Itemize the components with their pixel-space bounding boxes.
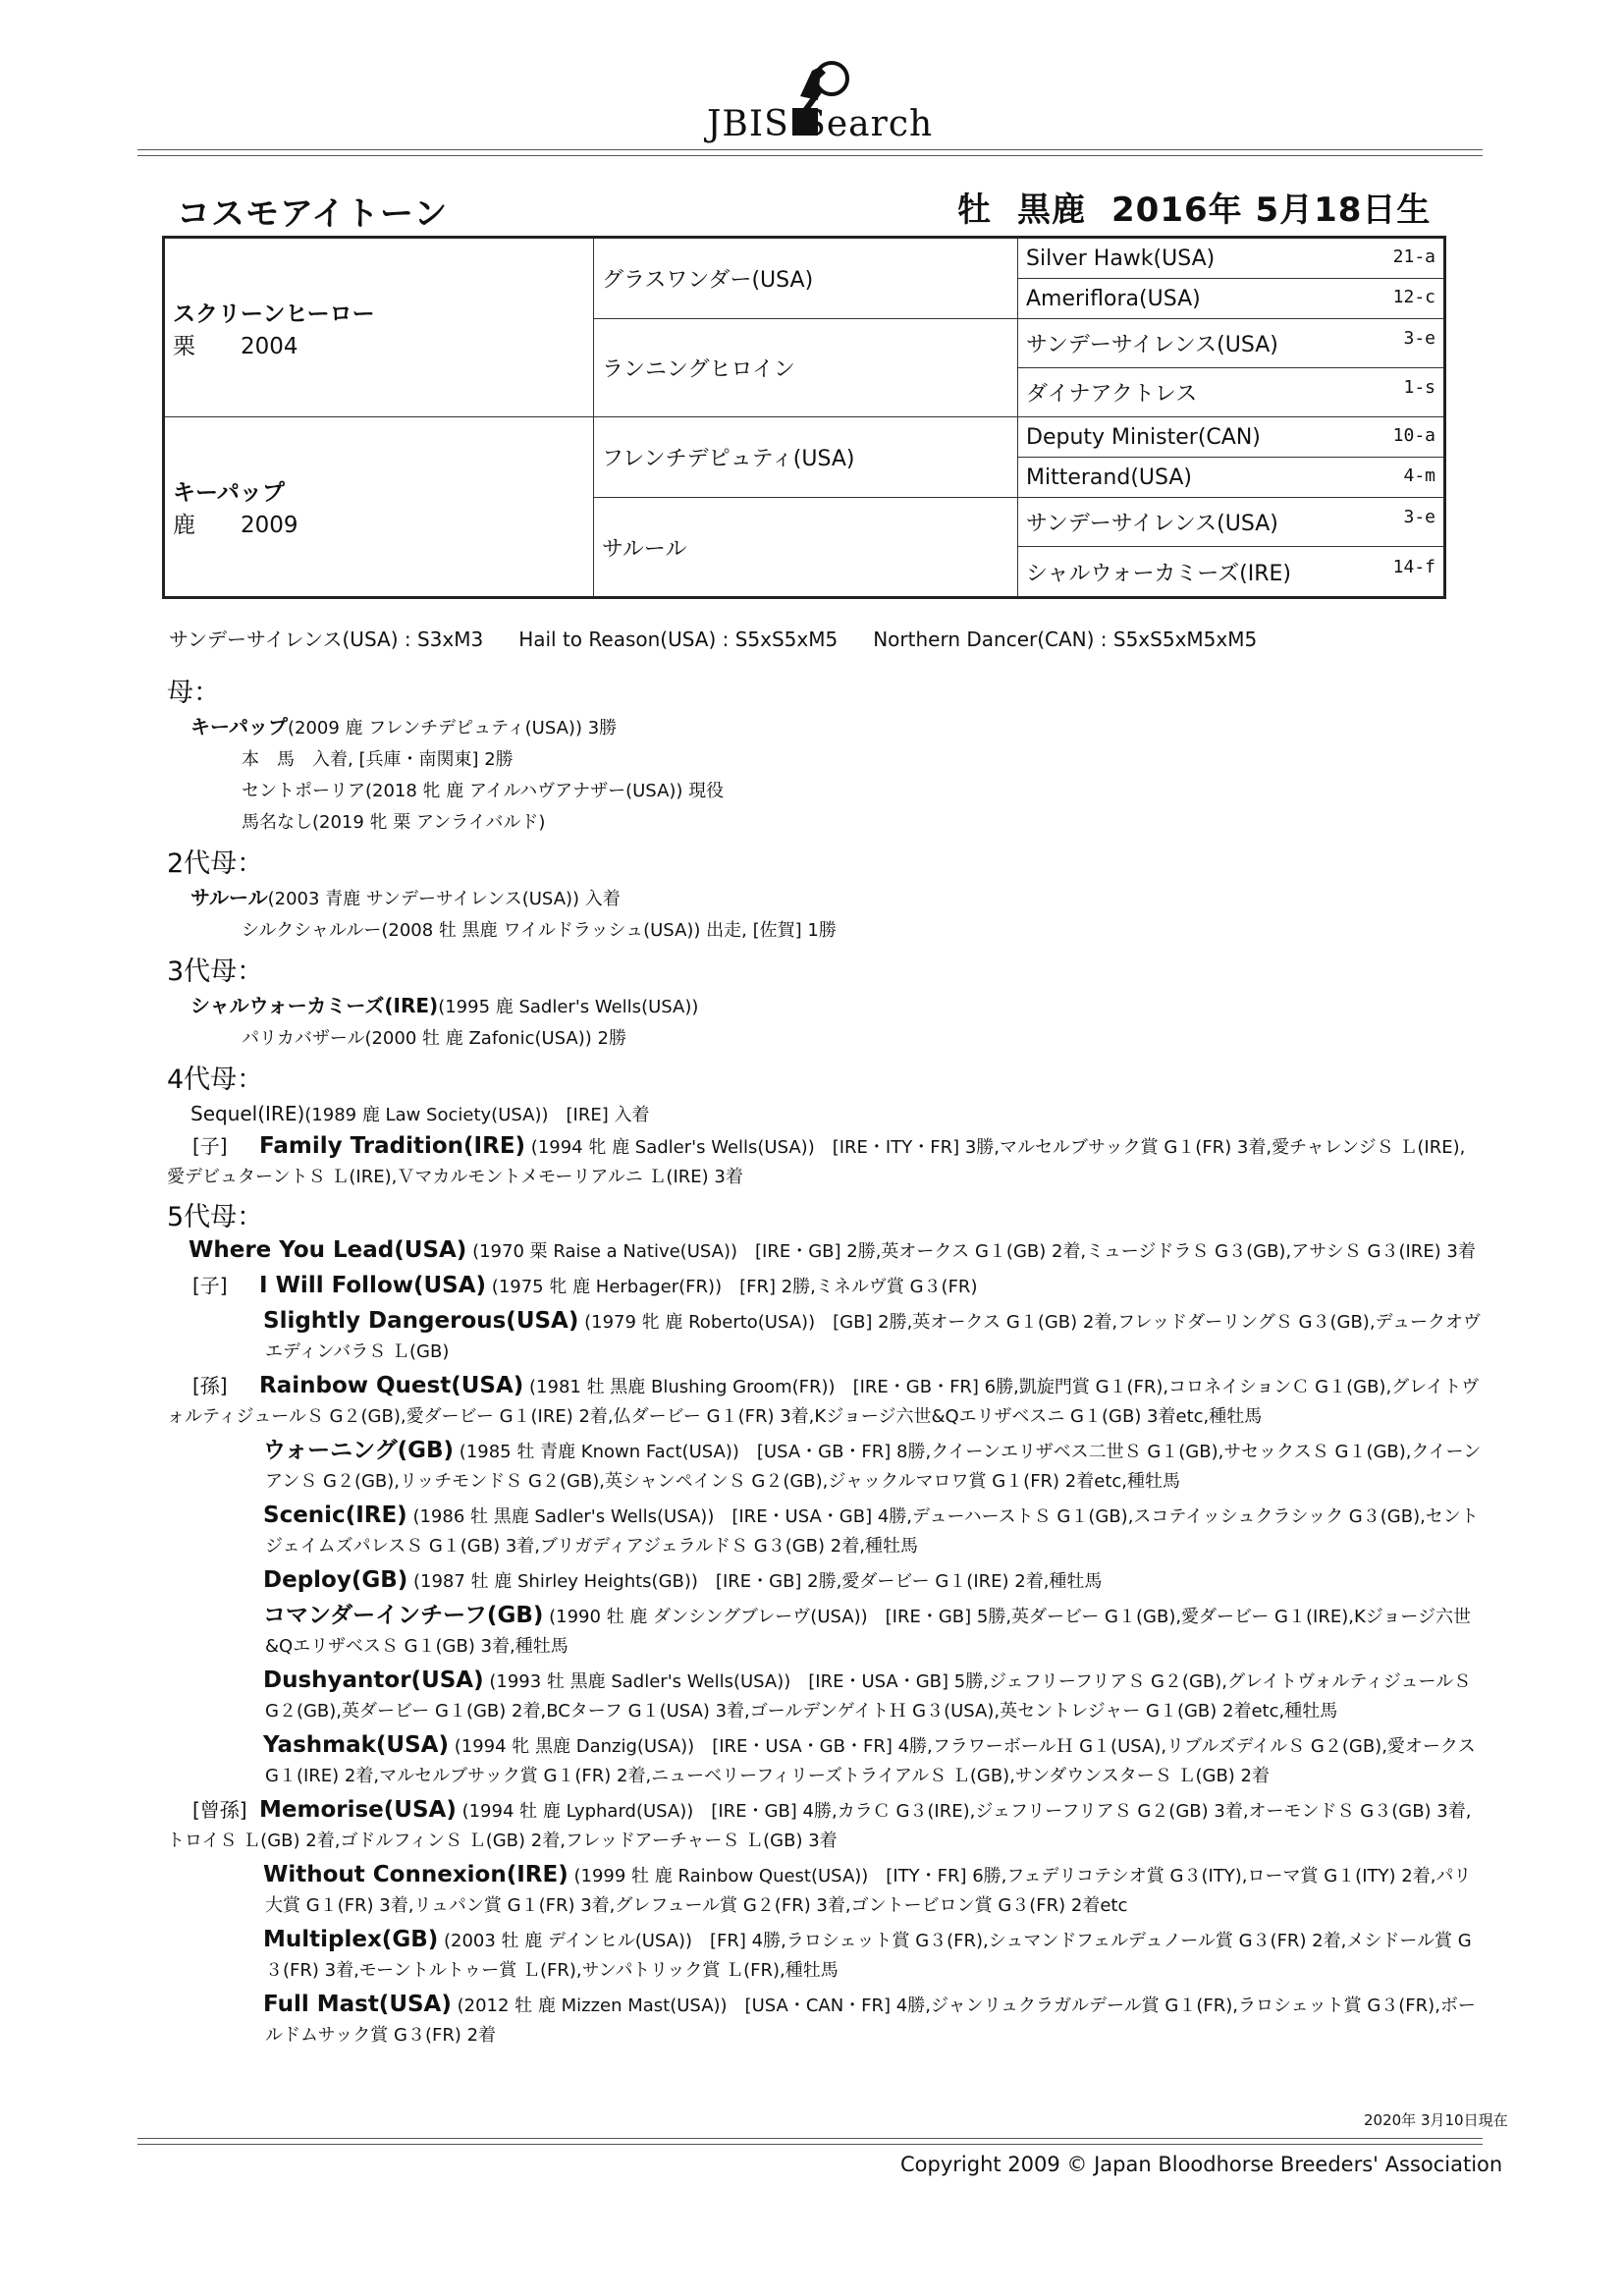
- heading-3rd-dam: 3代母：: [167, 957, 264, 987]
- header-rule: [137, 149, 1483, 150]
- list-item: [孫] Rainbow Quest(USA) (1981 牡 黒鹿 Blushing Groom(FR)) [IRE・GB・FR] 6勝,凱旋門賞 G１(FR),コロネイションＣ G１(GB),グレイトヴォルティジュールＳ G２(GB),愛ダービー G１(IRE) 2着,仏ダービー G１(FR) 3着,Kジョージ六世&Qエリザベスニ G１(GB) 3着etc,種牡馬: [167, 1373, 1480, 1427]
- list-item: Slightly Dangerous(USA) (1979 牝 鹿 Roberto(USA)) [GB] 2勝,英オークス G１(GB) 2着,フレッドダーリングＳ G３(GB),デュークオヴエディンバラＳ Ｌ(GB): [263, 1308, 1481, 1362]
- jbis-logo: [687, 57, 943, 147]
- list-item: セントポーリア(2018 牝 鹿 アイルハヴアナザー(USA)) 現役: [242, 781, 725, 801]
- list-item: コマンダーインチーフ(GB) (1990 牡 鹿 ダンシングブレーヴ(USA)) [IRE・GB] 5勝,英ダービー G１(GB),愛ダービー G１(IRE),Kジョージ六世&QエリザベスＳ G１(GB) 3着,種牡馬: [263, 1603, 1472, 1657]
- list-item: Multiplex(GB) (2003 牡 鹿 デインヒル(USA)) [FR] 4勝,ラロシェット賞 G３(FR),シュマンドフェルデュノール賞 G３(FR) 2着,メシドール賞 G３(FR) 3着,モーントルトゥー賞 Ｌ(FR),サンパトリック賞 Ｌ(FR),種牡馬: [263, 1927, 1472, 1981]
- heading-4th-dam: 4代母：: [167, 1065, 264, 1095]
- dam-cell: [164, 417, 594, 598]
- footer-rule: [137, 2144, 1483, 2145]
- pedigree-gen3: Deputy Minister(CAN) 10-a: [1018, 417, 1445, 458]
- horse-sex: 牡: [957, 191, 992, 230]
- list-item: 本 馬 入着, [兵庫・南関東] 2勝: [242, 749, 514, 770]
- pedigree-gen3: シャルウォーカミーズ(IRE) 14-f: [1018, 547, 1445, 598]
- as-of-date: 2020年 3月10日現在: [1364, 2111, 1508, 2129]
- inbreeding-line: [169, 624, 1292, 652]
- list-item: シルクシャルルー(2008 牡 黒鹿 ワイルドラッシュ(USA)) 出走, [佐賀] 1勝: [242, 920, 837, 941]
- dam-entry: Sequel(IRE)(1989 鹿 Law Society(USA)) [IRE] 入着: [190, 1102, 650, 1125]
- list-item: Dushyantor(USA) (1993 牡 黒鹿 Sadler's Wells(USA)) [IRE・USA・GB] 5勝,ジェフリーフリアＳ G２(GB),グレイトヴォルティジュールＳ G２(GB),英ダービー G１(GB) 2着,BCターフ G１(USA) 3着,ゴールデンゲイトＨ G３(USA),英セントレジャー G１(GB) 2着etc,種牡馬: [263, 1667, 1472, 1722]
- list-item: Scenic(IRE) (1986 牡 黒鹿 Sadler's Wells(USA)) [IRE・USA・GB] 4勝,デューハーストＳ G１(GB),スコテイッシュクラシック G３(GB),セントジェイムズパレスＳ G１(GB) 3着,ブリガディアジェラルドＳ G３(GB) 2着,種牡馬: [263, 1503, 1479, 1557]
- sire-year: 2004: [241, 333, 298, 359]
- dam-entry: シャルウォーカミーズ(IRE)(1995 鹿 Sadler's Wells(USA)): [190, 994, 699, 1017]
- copyright: Copyright 2009 © Japan Bloodhorse Breeders' Association: [900, 2153, 1503, 2176]
- pedigree-gen2: フレンチデピュティ(USA): [594, 417, 1018, 498]
- heading-5th-dam: 5代母：: [167, 1202, 264, 1232]
- horse-info: [957, 183, 1431, 231]
- dam-entry: キーパップ(2009 鹿 フレンチデピュティ(USA)) 3勝: [190, 715, 618, 738]
- list-item: Full Mast(USA) (2012 牡 鹿 Mizzen Mast(USA)) [USA・CAN・FR] 4勝,ジャンリュクラガルデール賞 G１(FR),ラロシェット賞 G３(FR),ボールドムサック賞 G３(FR) 2着: [263, 1992, 1476, 2046]
- logo-text: JBIS Search: [707, 104, 934, 144]
- dam-line-section: [167, 668, 1483, 2054]
- pedigree-gen3: Silver Hawk(USA) 21-a: [1018, 238, 1445, 279]
- list-item: [曾孫] Memorise(USA) (1994 牡 鹿 Lyphard(USA)) [IRE・GB] 4勝,カラＣ G３(IRE),ジェフリーフリアＳ G２(GB) 3着,オーモンドＳ G３(GB) 3着,トロイＳ Ｌ(GB) 2着,ゴドルフィンＳ Ｌ(GB) 2着,フレッドアーチャーＳ Ｌ(GB) 3着: [167, 1797, 1472, 1851]
- list-item: Without Connexion(IRE) (1999 牡 鹿 Rainbow Quest(USA)) [ITY・FR] 6勝,フェデリコテシオ賞 G３(ITY),ローマ賞 G１(ITY) 2着,パリ大賞 G１(FR) 3着,リュパン賞 G１(FR) 3着,グレフュール賞 G２(FR) 3着,ゴントービロン賞 G３(FR) 2着etc: [263, 1862, 1472, 1916]
- list-item: [子] Family Tradition(IRE) (1994 牝 鹿 Sadler's Wells(USA)) [IRE・ITY・FR] 3勝,マルセルブサック賞 G１(FR) 3着,愛チャレンジＳ Ｌ(IRE),愛デビュターントＳ Ｌ(IRE),Ｖマカルモントメモーリアルニ Ｌ(IRE) 3着: [167, 1133, 1466, 1187]
- inbreeding-item: Hail to Reason(USA) : S5xS5xM5: [518, 628, 839, 651]
- pedigree-gen3: サンデーサイレンス(USA) 3-e: [1018, 498, 1445, 547]
- dam-entry: サルール(2003 青鹿 サンデーサイレンス(USA)) 入着: [190, 886, 621, 909]
- sire-name: スクリーンヒーロー: [173, 301, 375, 327]
- sire-color: 栗: [173, 333, 195, 359]
- list-item: ウォーニング(GB) (1985 牡 青鹿 Known Fact(USA)) [USA・GB・FR] 8勝,クイーンエリザベス二世Ｓ G１(GB),サセックスＳ G１(GB),クイーンアンＳ G２(GB),リッチモンドＳ G２(GB),英シャンペインＳ G２(GB),ジャックルマロワ賞 G１(FR) 2着etc,種牡馬: [263, 1438, 1482, 1492]
- pedigree-gen3: Ameriflora(USA) 12-c: [1018, 279, 1445, 319]
- sire-cell: [164, 238, 594, 417]
- pedigree-gen3: Mitterand(USA) 4-m: [1018, 458, 1445, 498]
- list-item: パリカバザール(2000 牡 鹿 Zafonic(USA)) 2勝: [242, 1028, 626, 1049]
- dam-name: キーパップ: [173, 480, 285, 507]
- list-item: Deploy(GB) (1987 牡 鹿 Shirley Heights(GB)) [IRE・GB] 2勝,愛ダービー G１(IRE) 2着,種牡馬: [263, 1567, 1103, 1593]
- header-rule: [137, 155, 1483, 156]
- pedigree-gen3: サンデーサイレンス(USA) 3-e: [1018, 319, 1445, 368]
- horse-birth: 2016年 5月18日生: [1111, 191, 1432, 230]
- footer-rule: [137, 2138, 1483, 2139]
- horse-name: コスモアイトーン: [177, 194, 449, 234]
- horse-color: 黒鹿: [1017, 191, 1086, 230]
- pedigree-gen2: グラスワンダー(USA): [594, 238, 1018, 319]
- inbreeding-item: サンデーサイレンス(USA) : S3xM3: [169, 628, 484, 651]
- list-item: 馬名なし(2019 牝 栗 アンライバルド): [242, 812, 546, 833]
- pedigree-gen3: ダイナアクトレス 1-s: [1018, 368, 1445, 417]
- dam-entry: Where You Lead(USA) (1970 栗 Raise a Native(USA)) [IRE・GB] 2勝,英オークス G１(GB) 2着,ミュージドラＳ G３(GB),アサシＳ G３(IRE) 3着: [189, 1237, 1476, 1263]
- list-item: Yashmak(USA) (1994 牝 黒鹿 Danzig(USA)) [IRE・USA・GB・FR] 4勝,フラワーボールＨ G１(USA),リブルズデイルＳ G２(GB),愛オークス G１(IRE) 2着,マルセルブサック賞 G１(FR) 2着,ニューベリーフィリーズトライアルＳ Ｌ(GB),サンダウンスターＳ Ｌ(GB) 2着: [263, 1732, 1476, 1786]
- dam-year: 2009: [241, 513, 298, 539]
- pedigree-table: [162, 236, 1446, 599]
- heading-dam: 母：: [167, 678, 220, 708]
- pedigree-gen2: サルール: [594, 498, 1018, 598]
- inbreeding-item: Northern Dancer(CAN) : S5xS5xM5xM5: [873, 628, 1258, 651]
- heading-2nd-dam: 2代母：: [167, 848, 264, 879]
- list-item: [子] I Will Follow(USA) (1975 牝 鹿 Herbager(FR)) [FR] 2勝,ミネルヴ賞 G３(FR): [192, 1273, 978, 1298]
- dam-color: 鹿: [173, 513, 195, 539]
- pedigree-gen2: ランニングヒロイン: [594, 319, 1018, 417]
